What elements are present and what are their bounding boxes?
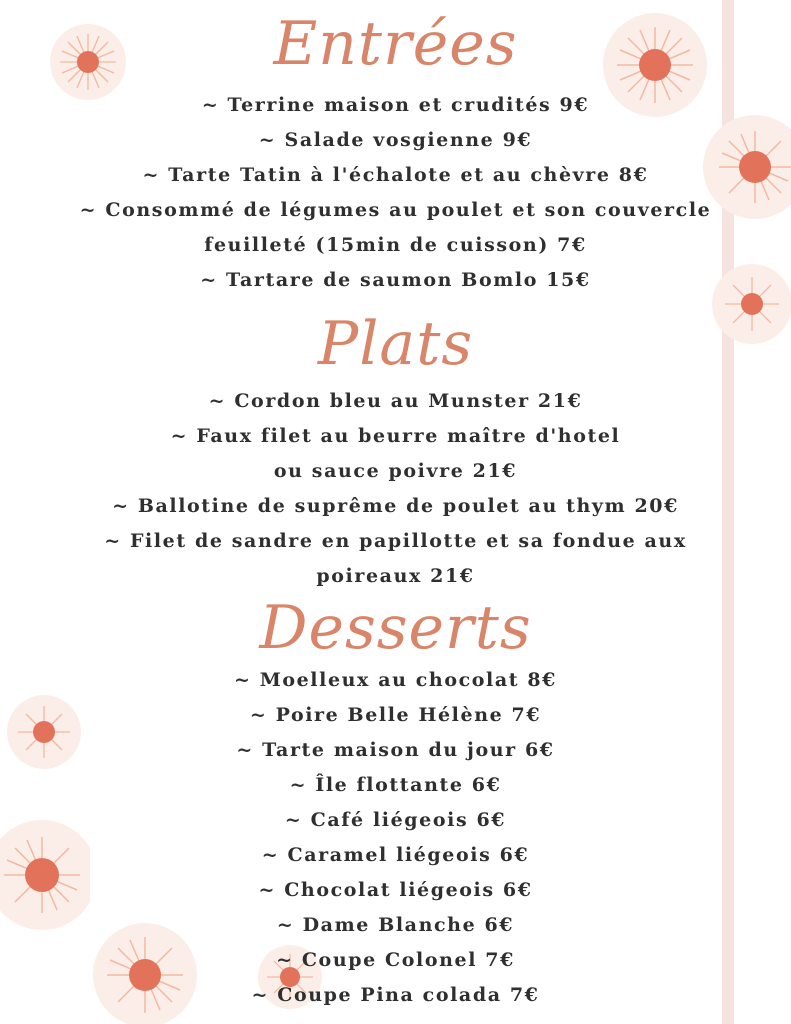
menu-item: ou sauce poivre 21€ bbox=[273, 460, 518, 482]
menu-item: ~ Salade vosgienne 9€ bbox=[258, 129, 533, 151]
menu-item: ~ Moelleux au chocolat 8€ bbox=[233, 669, 557, 691]
menu-item: ~ Tarte maison du jour 6€ bbox=[236, 739, 555, 761]
menu-item: ~ Coupe Colonel 7€ bbox=[276, 949, 515, 971]
menu-item: ~ Café liégeois 6€ bbox=[284, 809, 507, 831]
menu-item: ~ Tartare de saumon Bomlo 15€ bbox=[200, 269, 591, 291]
section-title-plats: Plats bbox=[317, 309, 474, 379]
section-title-desserts: Desserts bbox=[259, 593, 532, 663]
menu-item: ~ Terrine maison et crudités 9€ bbox=[201, 94, 590, 116]
menu-item: ~ Consommé de légumes au poulet et son couvercle bbox=[79, 199, 712, 221]
menu-item: feuilleté (15min de cuisson) 7€ bbox=[204, 234, 587, 256]
menu-item: ~ Tarte Tatin à l'échalote et au chèvre 8€ bbox=[142, 164, 649, 186]
menu-item: ~ Île flottante 6€ bbox=[289, 774, 502, 796]
menu-item: ~ Filet de sandre en papillotte et sa fondue aux bbox=[104, 530, 687, 552]
menu-item: ~ Cordon bleu au Munster 21€ bbox=[208, 390, 583, 412]
menu-item: poireaux 21€ bbox=[316, 565, 475, 587]
menu-item: ~ Faux filet au beurre maître d'hotel bbox=[170, 425, 621, 447]
menu-item: ~ Ballotine de suprême de poulet au thym 20€ bbox=[112, 495, 679, 517]
menu-item: ~ Poire Belle Hélène 7€ bbox=[249, 704, 542, 726]
section-title-entrees: Entrées bbox=[273, 9, 518, 79]
menu-item: ~ Chocolat liégeois 6€ bbox=[258, 879, 533, 901]
menu-item: ~ Caramel liégeois 6€ bbox=[261, 844, 530, 866]
menu-item: ~ Coupe Pina colada 7€ bbox=[251, 984, 540, 1006]
menu-item: ~ Dame Blanche 6€ bbox=[276, 914, 515, 936]
